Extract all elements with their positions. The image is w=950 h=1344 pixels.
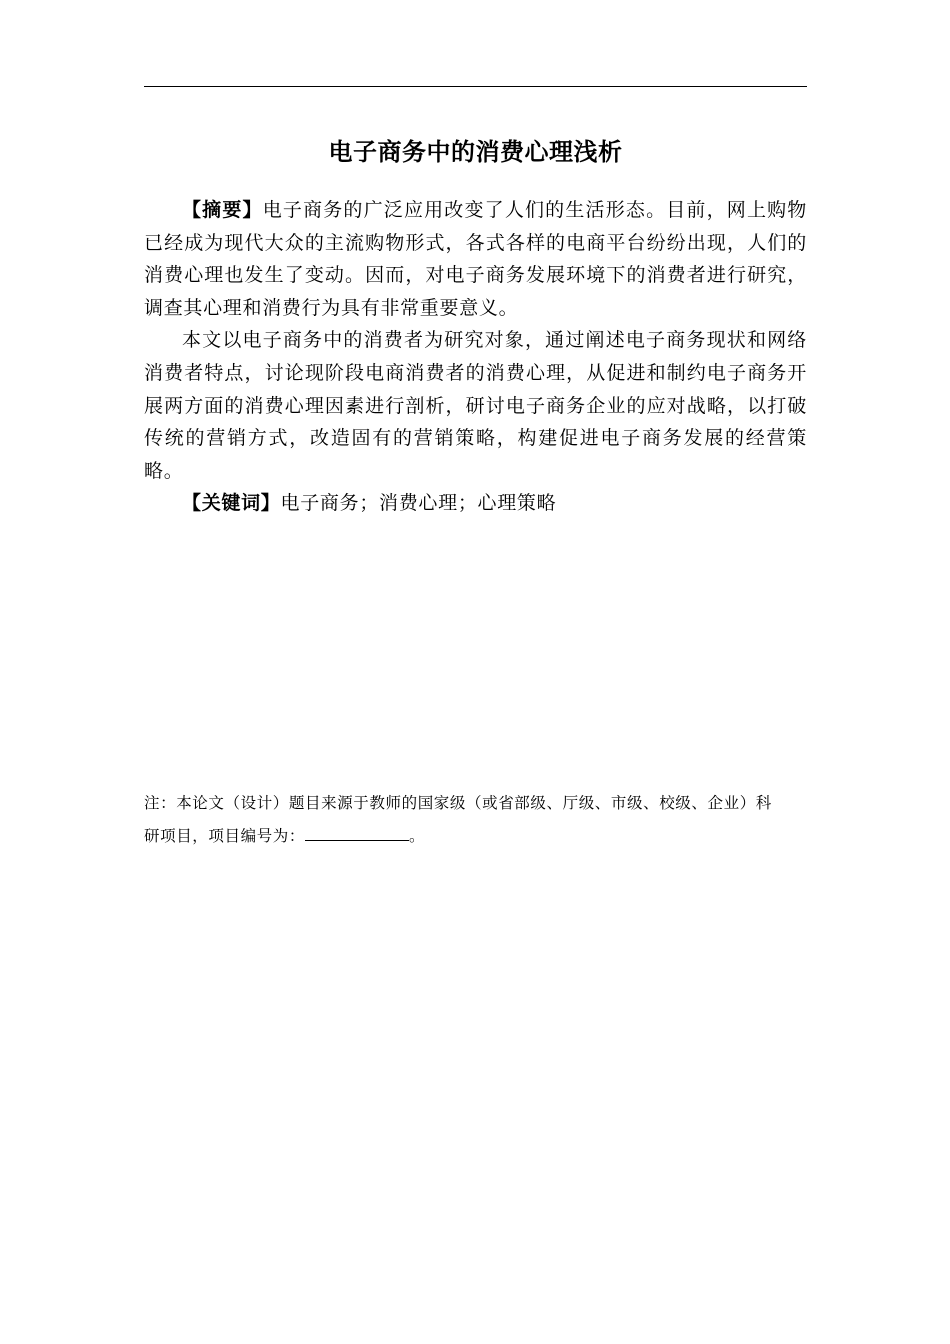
keywords-text: 电子商务；消费心理；心理策略: [280, 492, 557, 515]
note-line-2: [144, 820, 816, 853]
abstract-text-1: 电子商务的广泛应用改变了人们的生活形态。目前，网上购物已经成为现代大众的主流购物形式，各式各样的电商平台纷纷出现，人们的消费心理也发生了变动。因而，对电子商务发展环境下的消费者进行研究，调查其心理和消费行为具有非常重要意义。: [144, 199, 807, 319]
abstract-label: 【摘要】: [182, 199, 263, 221]
abstract-paragraph-2: 本文以电子商务中的消费者为研究对象，通过阐述电子商务现状和网络消费者特点，讨论现阶段电商消费者的消费心理，从促进和制约电子商务开展两方面的消费心理因素进行剖析，研讨电子商务企业的应对战略，以打破传统的营销方式，改造固有的营销策略，构建促进电子商务发展的经营策略。: [144, 329, 807, 482]
abstract-section: [144, 194, 807, 520]
note-line-1: 注：本论文（设计）题目来源于教师的国家级（或省部级、厅级、市级、校级、企业）科: [144, 794, 772, 812]
note-line-2-suffix: 。: [409, 827, 426, 845]
footnote: [144, 787, 816, 853]
project-number-blank: [305, 826, 409, 841]
keywords-label: 【关键词】: [182, 492, 281, 515]
abstract-paragraph-1: [144, 194, 807, 324]
document-title: 电子商务中的消费心理浅析: [328, 138, 623, 166]
note-line-2-prefix: 研项目，项目编号为：: [144, 827, 306, 845]
header-rule: [144, 86, 807, 87]
keywords-line: [144, 487, 807, 520]
